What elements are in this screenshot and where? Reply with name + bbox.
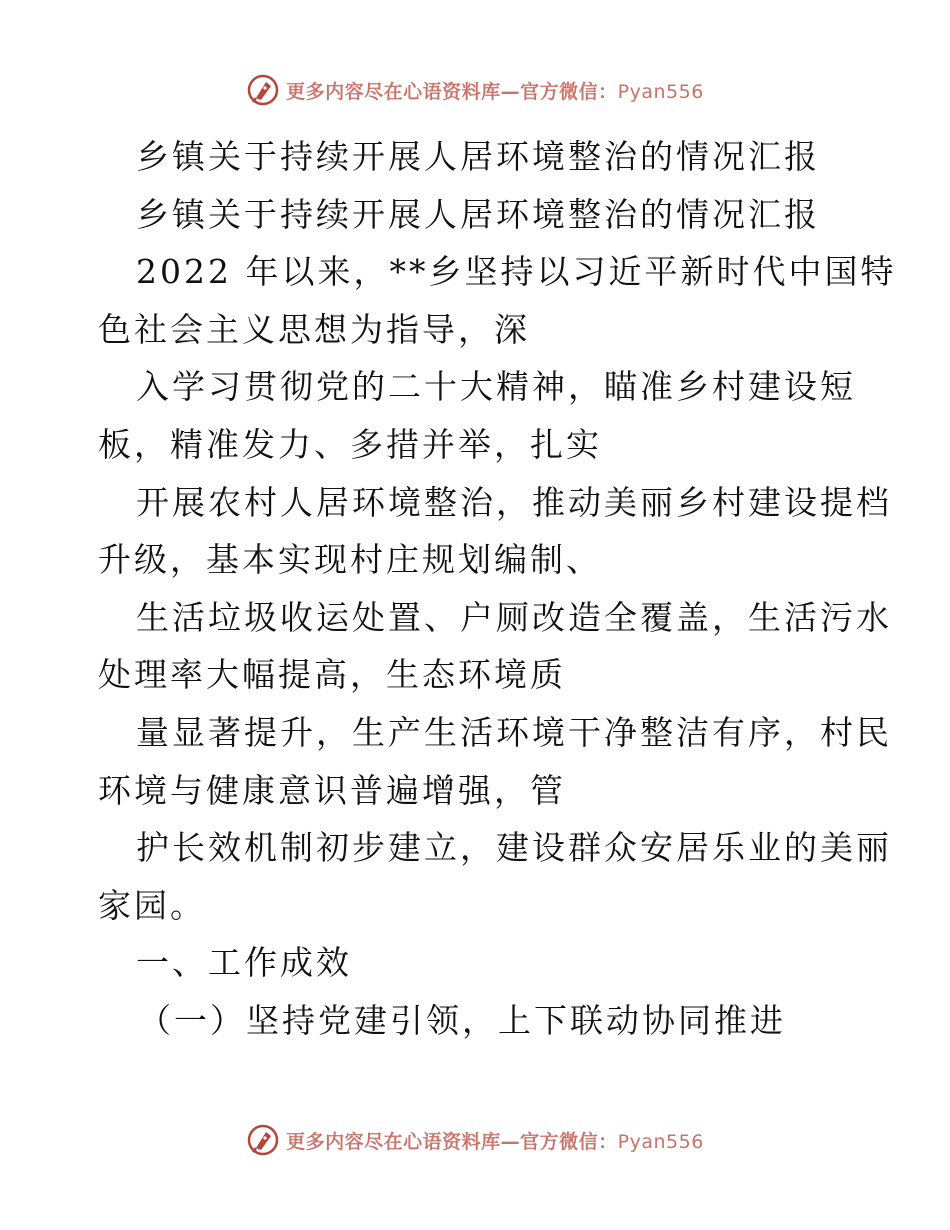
watermark-banner-top bbox=[0, 70, 950, 110]
wechat-id: Pyan556 bbox=[617, 1130, 704, 1153]
paragraph-line: 量显著提升，生产生活环境干净整洁有序，村民 bbox=[136, 712, 892, 752]
subsection-heading: （一）坚持党建引领，上下联动协同推进 bbox=[138, 1000, 786, 1040]
paragraph-line: 入学习贯彻党的二十大精神，瞄准乡村建设短 bbox=[136, 367, 856, 407]
document-body bbox=[98, 128, 897, 1050]
paragraph-line: 2022 年以来，**乡坚持以习近平新时代中国特 bbox=[136, 252, 897, 292]
watermark-text: 更多内容尽在心语资料库—官方微信：Pyan556 bbox=[286, 80, 704, 103]
paragraph-line: 处理率大幅提高，生态环境质 bbox=[98, 655, 566, 695]
paragraph-line: 开展农村人居环境整治，推动美丽乡村建设提档 bbox=[136, 482, 892, 522]
paragraph-line: 生活垃圾收运处置、户厕改造全覆盖，生活污水 bbox=[136, 597, 892, 637]
section-heading: 一、工作成效 bbox=[136, 943, 352, 983]
paragraph-line: 色社会主义思想为指导，深 bbox=[98, 309, 530, 349]
paragraph-line: 升级，基本实现村庄规划编制、 bbox=[98, 540, 602, 580]
pen-nib-logo-icon bbox=[246, 73, 280, 107]
document-title-repeat: 乡镇关于持续开展人居环境整治的情况汇报 bbox=[136, 194, 820, 234]
watermark-text: 更多内容尽在心语资料库—官方微信：Pyan556 bbox=[286, 1130, 704, 1153]
paragraph-line: 护长效机制初步建立，建设群众安居乐业的美丽 bbox=[136, 828, 892, 868]
paragraph-line: 家园。 bbox=[98, 885, 206, 925]
pen-nib-logo-icon bbox=[246, 1123, 280, 1157]
wechat-id: Pyan556 bbox=[617, 80, 704, 103]
paragraph-line: 板，精准发力、多措并举，扎实 bbox=[98, 424, 602, 464]
watermark-banner-bottom bbox=[0, 1120, 950, 1160]
document-title: 乡镇关于持续开展人居环境整治的情况汇报 bbox=[136, 137, 820, 176]
paragraph-line: 环境与健康意识普遍增强，管 bbox=[98, 770, 566, 810]
